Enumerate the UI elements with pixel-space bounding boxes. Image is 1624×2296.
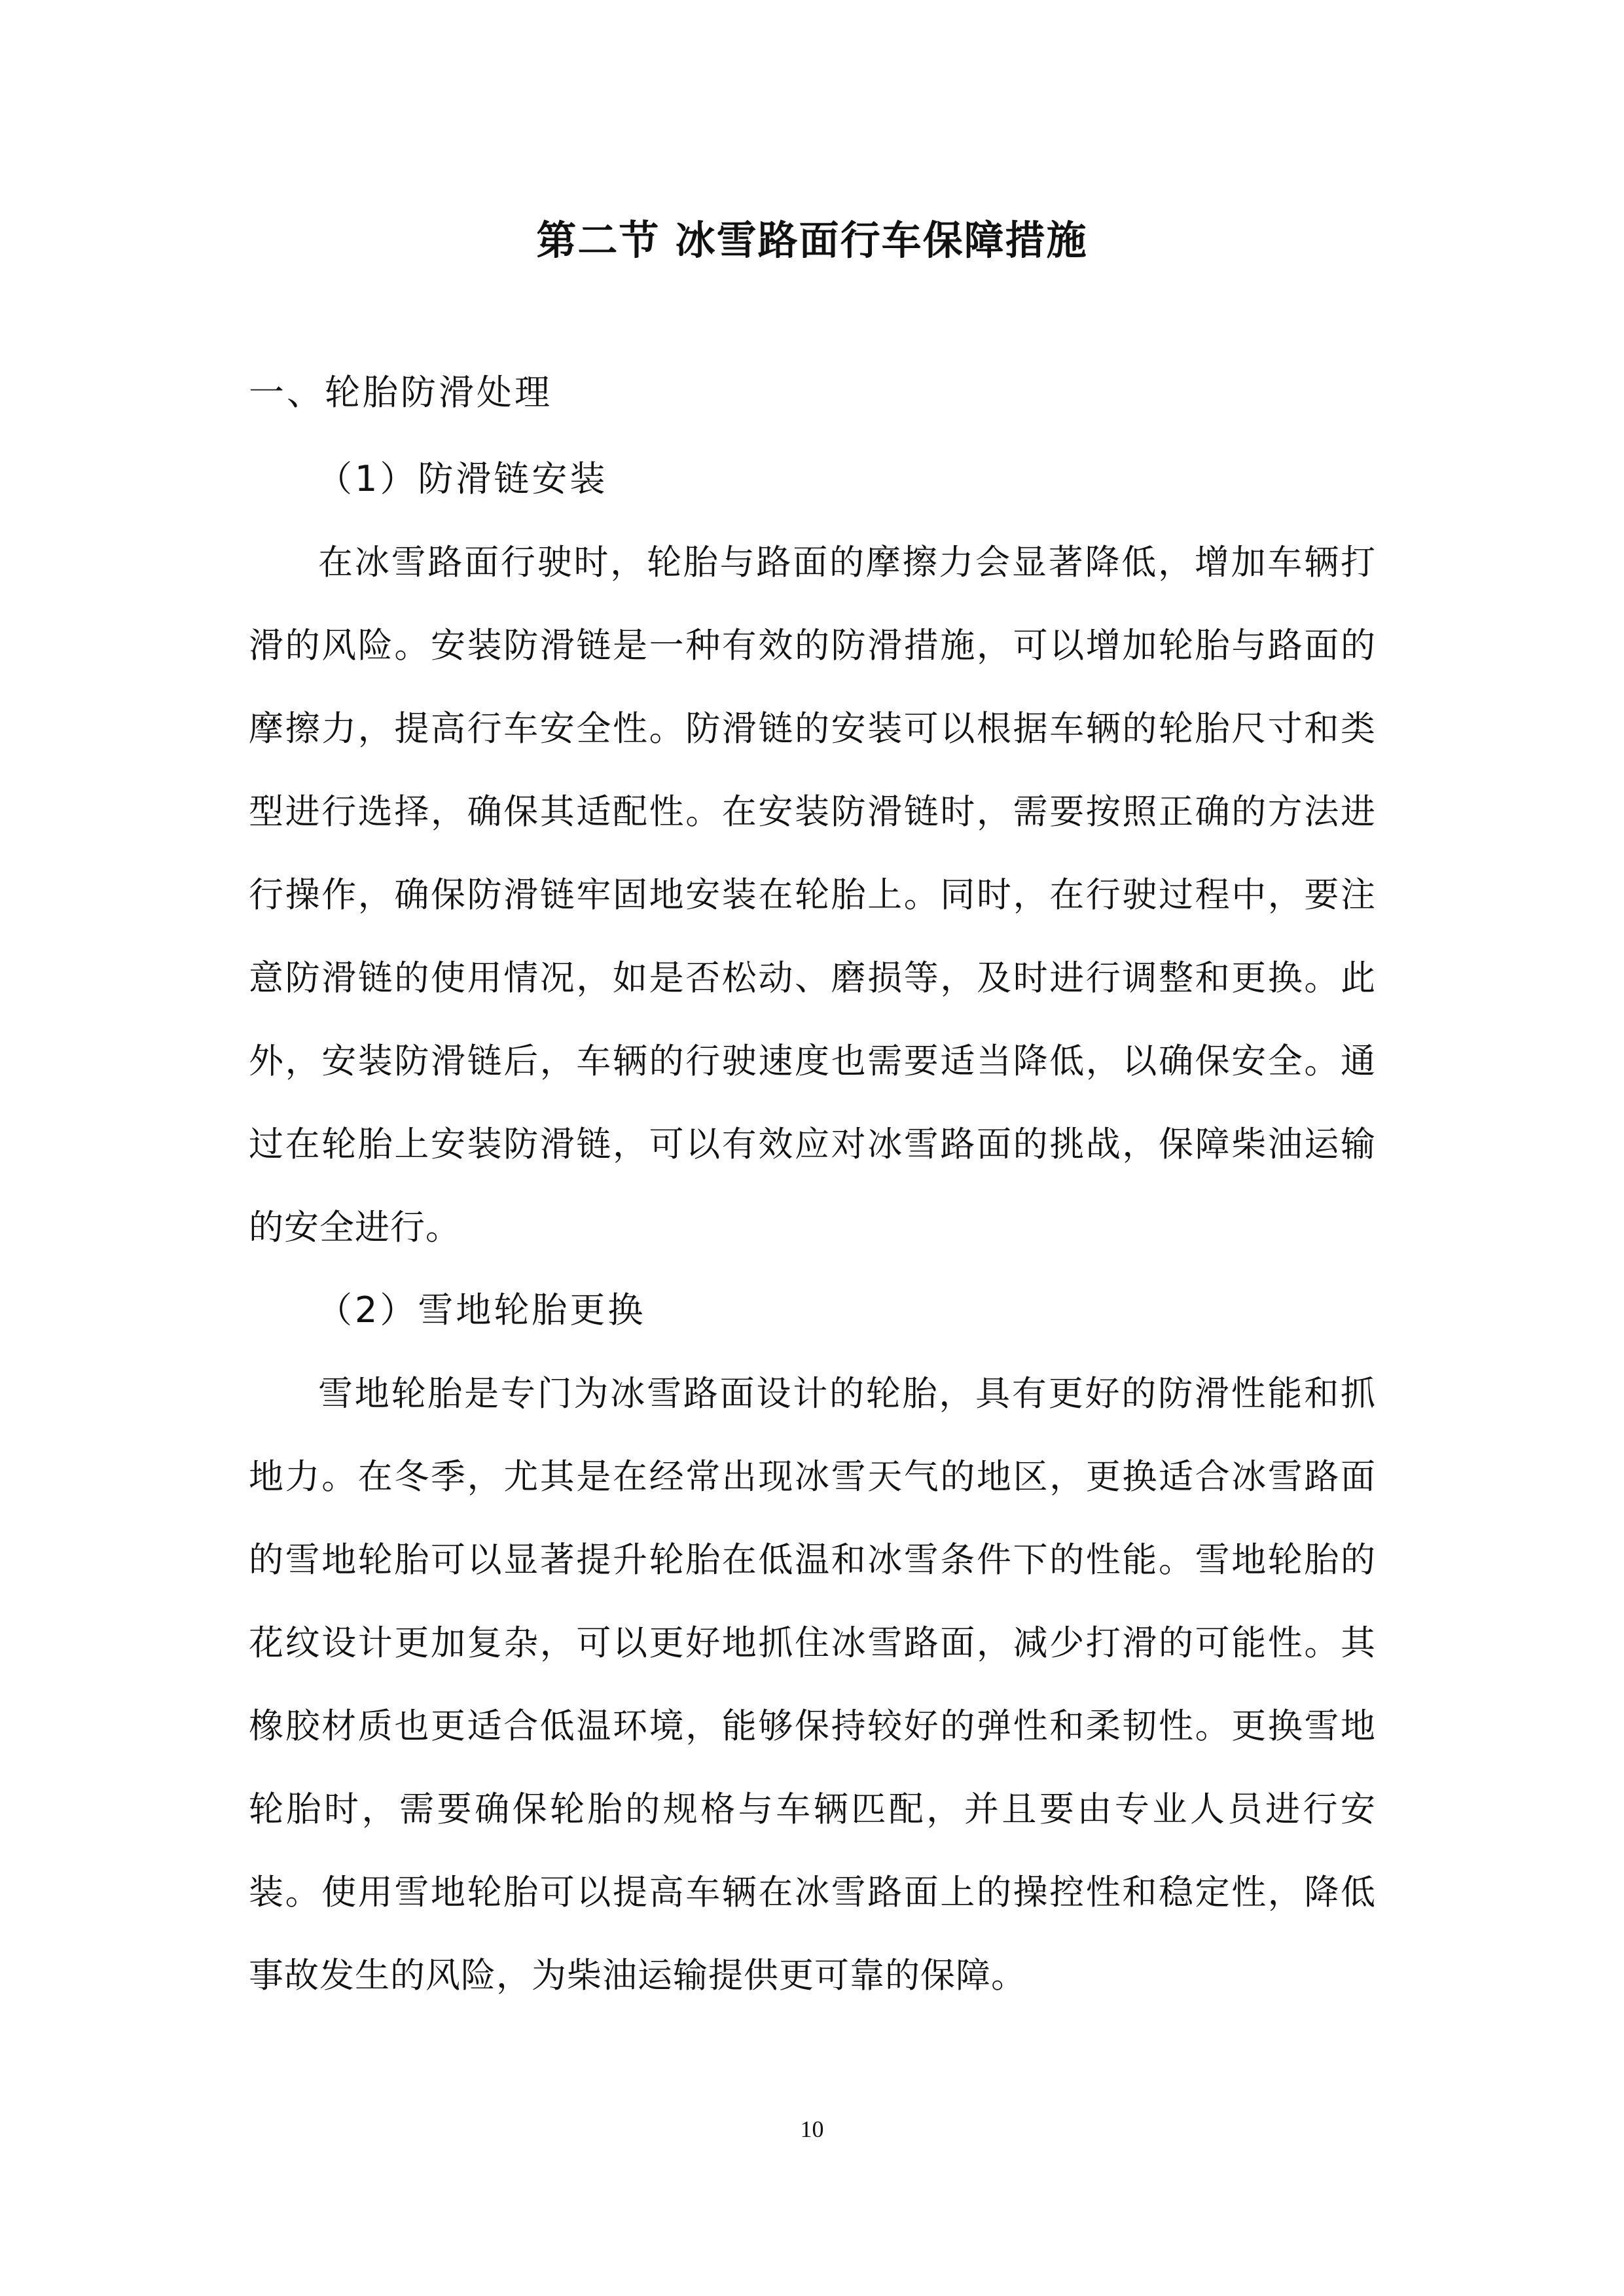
- section-title: 第二节 冰雪路面行车保障措施: [536, 217, 1088, 264]
- subheading-snow-tires: （2）雪地轮胎更换: [317, 1289, 646, 1331]
- paragraph-snow-tires: 雪地轮胎是专门为冰雪路面设计的轮胎，具有更好的防滑性能和抓地力。在冬季，尤其是在经常出现冰雪天气的地区，更换适合冰雪路面的雪地轮胎可以显著提升轮胎在低温和冰雪条件下的性能。雪地轮胎的花纹设计更加复杂，可以更好地抓住冰雪路面，减少打滑的可能性。其橡胶材质也更适合低温环境，能够保持较好的弹性和柔韧性。更换雪地轮胎时，需要确保轮胎的规格与车辆匹配，并且要由专业人员进行安装。使用雪地轮胎可以提高车辆在冰雪路面上的操控性和稳定性，降低事故发生的风险，为柴油运输提供更可靠的保障。: [249, 1374, 1376, 1996]
- heading-tire-antiskid: 一、轮胎防滑处理: [249, 372, 552, 413]
- subheading-snow-chains: （1）防滑链安装: [317, 458, 608, 499]
- page-number: 10: [800, 2116, 824, 2142]
- paragraph-snow-chains: 在冰雪路面行驶时，轮胎与路面的摩擦力会显著降低，增加车辆打滑的风险。安装防滑链是一种有效的防滑措施，可以增加轮胎与路面的摩擦力，提高行车安全性。防滑链的安装可以根据车辆的轮胎尺寸和类型进行选择，确保其适配性。在安装防滑链时，需要按照正确的方法进行操作，确保防滑链牢固地安装在轮胎上。同时，在行驶过程中，要注意防滑链的使用情况，如是否松动、磨损等，及时进行调整和更换。此外，安装防滑链后，车辆的行驶速度也需要适当降低，以确保安全。通过在轮胎上安装防滑链，可以有效应对冰雪路面的挑战，保障柴油运输的安全进行。: [249, 543, 1376, 1247]
